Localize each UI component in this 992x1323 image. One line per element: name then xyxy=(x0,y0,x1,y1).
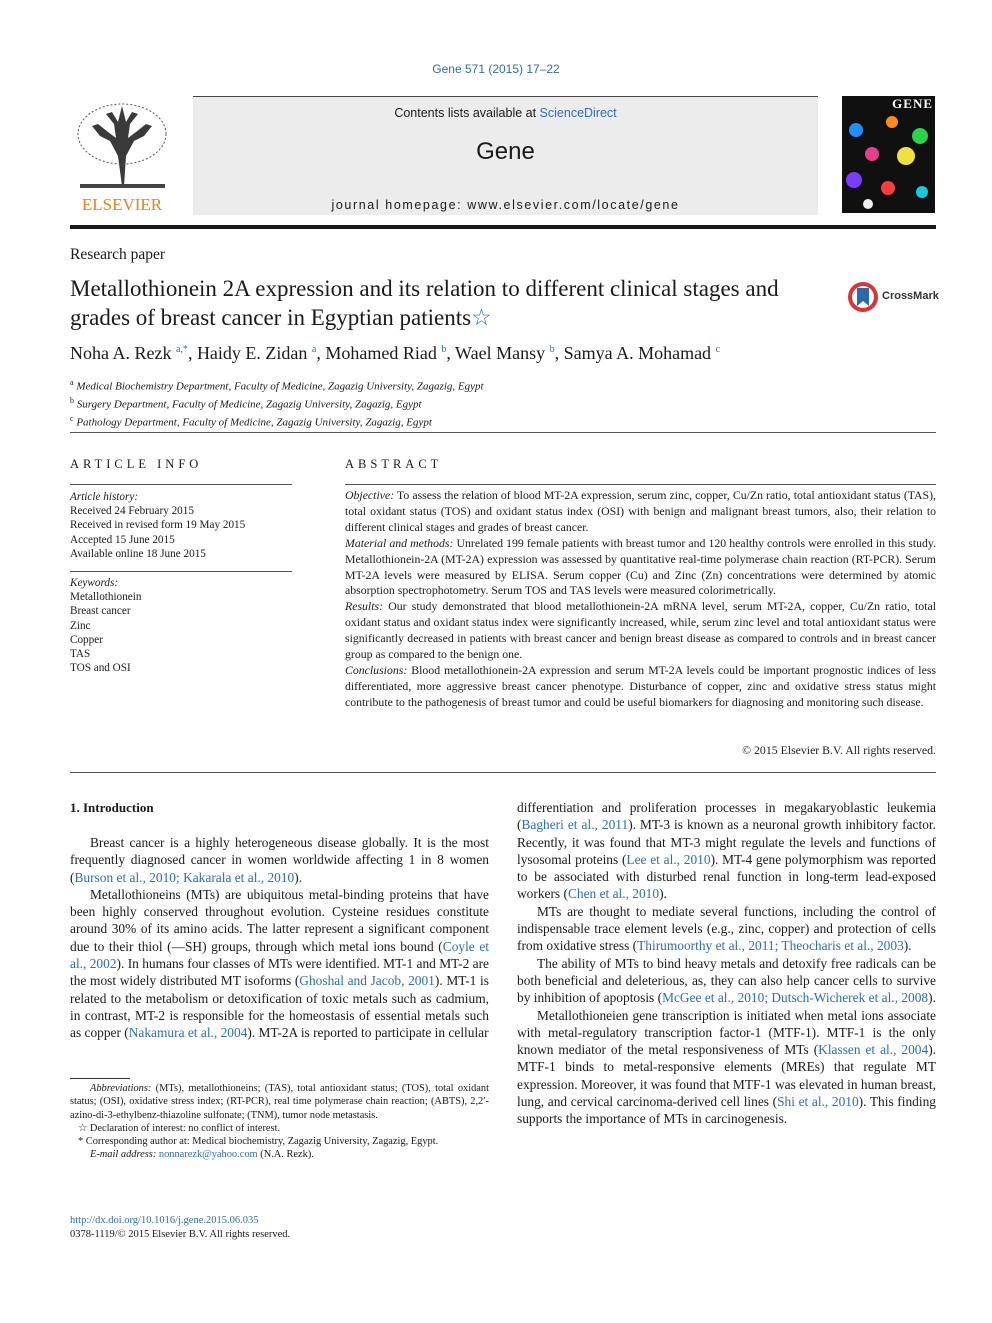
elsevier-logo xyxy=(70,96,175,216)
divider xyxy=(70,432,936,433)
header-rule xyxy=(70,225,936,229)
abstract-conclusions: Conclusions: Blood metallothionein-2A expression and serum MT-2A levels could be important prognostic indices of less differentiated, more aggressive breast cancer phenotype. Disturbance of copper, zinc and oxidative stress status might contribute to the pathogenesis of breast tumor and could be useful biomarkers for diagnosing and monitoring such disease. xyxy=(345,662,937,709)
journal-homepage[interactable]: journal homepage: www.elsevier.com/locate/gene xyxy=(331,198,680,212)
body-column-left xyxy=(70,834,489,1042)
keywords: Keywords: Metallothionein Breast cancer Zinc Copper TAS TOS and OSI xyxy=(70,576,295,675)
citation-link[interactable]: Coyle et al., 2002 xyxy=(70,938,489,972)
divider xyxy=(70,484,292,485)
doi-block xyxy=(70,1214,290,1242)
article-title: Metallothionein 2A expression and its relation to different clinical stages and grades of breast cancer in Egyptian patients☆ xyxy=(70,276,779,330)
issn-line: 0378-1119/© 2015 Elsevier B.V. All rights reserved. xyxy=(70,1229,291,1240)
paragraph: Metallothioneins (MTs) are ubiquitous metal-binding proteins that have been highly conserved throughout evolution. Cysteine residues constitute around 30% of its amino acids. The latter represent a significant component due to their thiol (—SH) groups, through which metal ions bound (Coyle et al., 2002). In humans four classes of MTs were identified. MT-1 and MT-2 are the most widely distributed MT isoforms (Ghoshal and Jacob, 2001). MT-1 is related to the metabolism or detoxification of toxic metals such as cadmium, in contrast, MT-2 is responsible for the homeostasis of essential metals such as copper (Nakamura et al., 2004). MT-2A is reported to participate in cellular xyxy=(70,886,489,1041)
sciencedirect-link[interactable]: ScienceDirect xyxy=(539,106,617,120)
paragraph: MTs are thought to mediate several functions, including the control of indispensable trace element levels (e.g., zinc, copper) and protection of cells from oxidative stress (Thirumoorthy et al., 2011; Theocharis et al., 2003). xyxy=(517,903,936,954)
contents-line: Contents lists available at ScienceDirect xyxy=(394,106,617,120)
author: Samya A. Mohamad $^c$ xyxy=(563,343,721,363)
citation-link[interactable]: Burson et al., 2010; Kakarala et al., 2010 xyxy=(74,869,295,885)
citation-link[interactable]: Lee et al., 2010 xyxy=(626,851,711,867)
journal-cover-image xyxy=(842,96,935,213)
paragraph: Metallothioneien gene transcription is initiated when metal ions associate with metal-regulatory transcription factor-1 (MTF-1). MTF-1 is the only known mediator of the metal responsiveness of MTs (Klassen et al., 2004). MTF-1 binds to metal-responsive elements (MREs) that regulate MT expression. Moreover, it was found that MTF-1 was elevated in human breast, lung, and cervical carcinoma-derived cell lines (Shi et al., 2010). This finding supports the importance of MTs in carcinogenesis. xyxy=(517,1007,936,1127)
history-item: Available online 18 June 2015 xyxy=(70,547,206,560)
abbreviations-footnote: Abbreviations: (MTs), metallothioneins; (TAS), total antioxidant status; (TOS), total oxidant status; (OSI), oxidative stress index; (RT-PCR), real time polymerase chain reaction; (ABTS), 2,2′- azino-di-3-ethylbenz-thiazoline sulfonate; (TNM), tumor node metastasis. xyxy=(70,1083,489,1121)
citation-link[interactable]: Ghoshal and Jacob, 2001 xyxy=(299,973,435,989)
abstract-results: Results: Our study demonstrated that blood metallothionein-2A mRNA level, serum MT-2A, copper, Cu/Zn ratio, total oxidant status and oxidant status index were significantly increased, while, serum zinc level and total antioxidant status were significantly decreased in patients with breast cancer and benign breast disease as compared to controls and in breast cancer group as compared to the benign one. xyxy=(345,599,937,662)
author-list: Noha A. Rezk $^{a,*}$, Haidy E. Zidan $^a$, Mohamed Riad $^b$, Wael Mansy $^b$, Samya A. Mohamad $^c$ xyxy=(70,343,721,363)
author: Noha A. Rezk $^{a,*}$ xyxy=(70,343,188,363)
keyword: TAS xyxy=(70,648,91,661)
citation-link[interactable]: Nakamura et al., 2004 xyxy=(128,1025,248,1041)
paragraph: The ability of MTs to bind heavy metals and detoxify free radicals can be both beneficial and deleterious, as, they can also help cancer cells to survive by inhibition of apoptosis (McGee et al., 2010; Dutsch-Wicherek et al., 2008). xyxy=(517,955,936,1006)
divider xyxy=(345,484,936,485)
history-item: Received 24 February 2015 xyxy=(70,505,194,518)
footnote-rule xyxy=(70,1078,130,1079)
divider xyxy=(70,772,936,773)
citation-link[interactable]: Bagheri et al., 2011 xyxy=(521,817,629,833)
history-item: Received in revised form 19 May 2015 xyxy=(70,519,246,532)
keyword: TOS and OSI xyxy=(70,662,131,675)
abstract-objective: Objective: To assess the relation of blood MT-2A expression, serum zinc, copper, Cu/Zn ratio, total antioxidant status (TAS), total oxidant status (TOS) and oxidant status index (OSI) with benign and malignant breast tumors, also, their relation to different clinical stages and grades of breast cancer. xyxy=(345,488,936,534)
email-link[interactable]: nonnarezk@yahoo.com xyxy=(158,1149,258,1161)
cover-title: GENE xyxy=(892,96,933,111)
keyword: Breast cancer xyxy=(70,605,131,618)
crossmark-icon xyxy=(846,280,880,314)
declaration-footnote: ☆ Declaration of interest: no conflict of interest. xyxy=(78,1122,281,1134)
history-item: Accepted 15 June 2015 xyxy=(70,533,175,546)
paragraph: differentiation and proliferation processes in megakaryoblastic leukemia (Bagheri et al., 2011). MT-3 is known as a neuronal growth inhibitory factor. Recently, it was found that MT-3 might regulate the levels and functions of lysosomal proteins (Lee et al., 2010). MT-4 gene polymorphism was reported to be associated with disturbed renal function in long-term lead-exposed workers (Chen et al., 2010). xyxy=(517,800,936,902)
article-history: Article history: Received 24 February 2015 Received in revised form 19 May 2015 Accepted 15 June 2015 Available online 18 June 2015 xyxy=(70,490,295,561)
journal-name: Gene xyxy=(476,138,535,165)
affiliation: $^c$ Pathology Department, Faculty of Medicine, Zagazig University, Zagazig, Egypt xyxy=(70,414,432,429)
citation-link[interactable]: Shi et al., 2010 xyxy=(777,1094,859,1110)
affiliations xyxy=(70,376,484,430)
author: Haidy E. Zidan $^a$ xyxy=(196,343,317,363)
title-footnote-mark[interactable]: ☆ xyxy=(471,305,492,330)
citation-link[interactable]: Klassen et al., 2004 xyxy=(818,1042,929,1058)
keyword: Copper xyxy=(70,633,103,646)
citation-link[interactable]: McGee et al., 2010; Dutsch-Wicherek et al., 2008 xyxy=(662,990,929,1006)
corresponding-footnote: * Corresponding author at: Medical biochemistry, Zagazig University, Zagazig, Egypt. xyxy=(78,1136,439,1148)
doi-link[interactable]: http://dx.doi.org/10.1016/j.gene.2015.06.035 xyxy=(70,1215,259,1226)
body-column-right xyxy=(517,799,936,1128)
article-info-heading: ARTICLE INFO xyxy=(70,457,203,471)
author: Mohamed Riad $^b$ xyxy=(325,343,447,363)
footnotes xyxy=(70,1082,489,1162)
author: Wael Mansy $^b$ xyxy=(455,343,555,363)
citation-link[interactable]: Thirumoorthy et al., 2011; Theocharis et al., 2003 xyxy=(637,938,904,954)
paragraph: Breast cancer is a highly heterogeneous disease globally. It is the most frequently diagnosed cancer in women worldwide affecting 1 in 8 women (Burson et al., 2010; Kakarala et al., 2010). xyxy=(70,835,489,885)
svg-text:ELSEVIER: ELSEVIER xyxy=(81,195,163,214)
section-title: 1. Introduction xyxy=(70,800,154,815)
abstract-text xyxy=(345,488,936,711)
abstract-methods: Material and methods: Unrelated 199 female patients with breast tumor and 120 healthy controls were enrolled in this study. Metallothionein-2A (MT-2A) expression was assessed by quantitative real-time polymerase chain reaction (RT-PCR). Serum MT-2A levels were measured by ELISA. Serum copper (Cu) and Zinc (Zn) concentrations were determined by atomic absorption spectrophotometry. Serum TOS and TAS levels were measured colorimetrically. xyxy=(345,535,937,598)
divider xyxy=(70,571,292,572)
citation-link[interactable]: Chen et al., 2010 xyxy=(567,886,660,902)
crossmark-badge[interactable]: CrossMark xyxy=(846,280,940,314)
article-type: Research paper xyxy=(70,246,166,263)
abstract-heading: ABSTRACT xyxy=(345,457,443,471)
keyword: Metallothionein xyxy=(70,591,142,604)
keyword: Zinc xyxy=(70,619,91,632)
affiliation: $^b$ Surgery Department, Faculty of Medicine, Zagazig University, Zagazig, Egypt xyxy=(70,396,422,411)
affiliation: $^a$ Medical Biochemistry Department, Faculty of Medicine, Zagazig University, Zagazig, Egypt xyxy=(70,378,484,393)
journal-citation[interactable]: Gene 571 (2015) 17–22 xyxy=(432,62,560,76)
copyright: © 2015 Elsevier B.V. All rights reserved. xyxy=(742,743,936,757)
email-footnote: E-mail address: nonnarezk@yahoo.com (N.A. Rezk). xyxy=(90,1149,314,1161)
